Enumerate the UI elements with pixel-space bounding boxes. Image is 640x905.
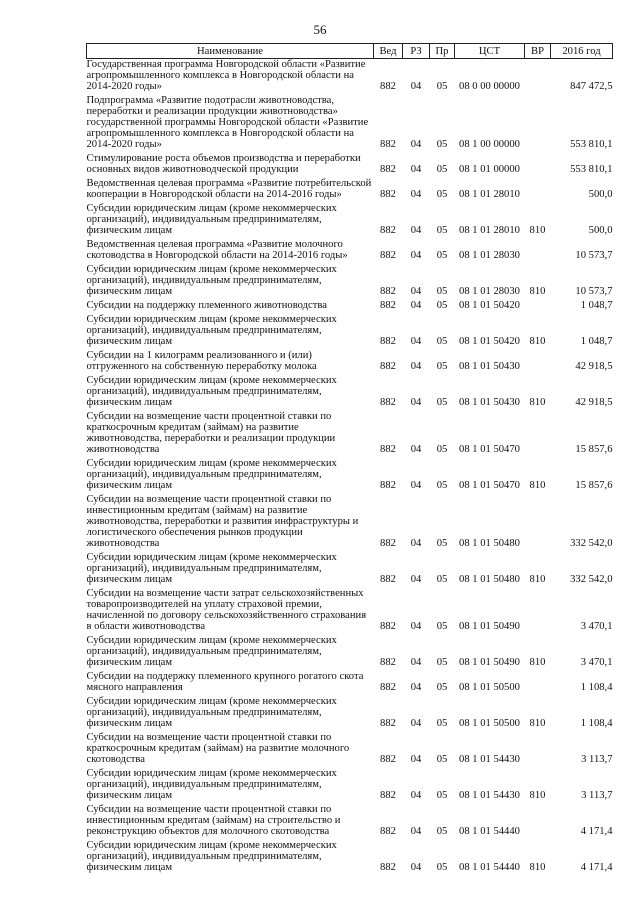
table-header [87,44,613,59]
cell-pr: 05 [436,189,448,200]
cell-vr [525,671,551,696]
cell-ved: 882 [380,164,396,175]
cell-pr: 05 [436,718,448,729]
cell-rz: 04 [410,300,422,311]
cell-ved: 882 [380,621,396,632]
table-row [87,494,613,552]
cell-vr [525,300,551,314]
cell-rz: 04 [410,574,422,585]
cell-vr [525,494,551,552]
cell-vr [525,178,551,203]
cell-vr [525,804,551,840]
cell-rz: 04 [410,81,422,92]
cell-ved: 882 [380,361,396,372]
cell-vr: 810 [529,657,546,668]
cell-vr: 810 [529,225,546,236]
cell-sum: 1 108,4 [580,682,613,693]
cell-rz: 04 [410,444,422,455]
table-row [87,59,613,96]
cell-sum: 500,0 [588,225,613,236]
cell-ved: 882 [380,862,396,873]
cell-sum: 15 857,6 [575,444,613,455]
table-row [87,153,613,178]
cell-rz: 04 [410,189,422,200]
cell-vr [525,153,551,178]
cell-vr: 810 [529,718,546,729]
table-row [87,458,613,494]
cell-sum: 10 573,7 [575,250,613,261]
table-row [87,375,613,411]
cell-ved: 882 [380,754,396,765]
cell-vr: 810 [529,480,546,491]
cell-pr: 05 [436,250,448,261]
cell-name: Субсидии на 1 килограмм реализованного и (или) отгруженного на собственную переработку молока [86,350,317,372]
cell-rz: 04 [410,139,422,150]
header-year: 2016 год [551,44,613,59]
cell-pr: 05 [436,397,448,408]
cell-cst: 08 1 01 50490 [459,621,520,632]
table-row [87,552,613,588]
cell-name: Субсидии на возмещение части затрат сельскохозяйственных товаропроизводителей на уплату страховой премии, начисленной по договору сельскохозяйственного страхования в области животноводства [86,588,367,632]
cell-ved: 882 [380,286,396,297]
table-row [87,732,613,768]
cell-rz: 04 [410,225,422,236]
table-row [87,411,613,458]
cell-cst: 08 1 01 50470 [459,444,520,455]
cell-ved: 882 [380,538,396,549]
cell-sum: 332 542,0 [570,538,613,549]
cell-sum: 500,0 [588,189,613,200]
table-row [87,314,613,350]
cell-cst: 08 1 01 28030 [459,250,520,261]
cell-sum: 4 171,4 [580,826,613,837]
cell-cst: 08 1 01 50420 [459,300,520,311]
cell-vr [525,732,551,768]
cell-cst: 08 1 01 54430 [459,790,520,801]
cell-rz: 04 [410,754,422,765]
cell-ved: 882 [380,444,396,455]
table-row [87,768,613,804]
cell-name: Подпрограмма «Развитие подотрасли животноводства, переработки и реализации продукции животноводства» государственной программы Новгородской области «Развитие агропромышленного комплекса в Новгородской области на 2014-2020 годы» [86,95,369,150]
cell-vr [525,588,551,635]
cell-sum: 1 048,7 [580,336,613,347]
cell-pr: 05 [436,657,448,668]
cell-name: Субсидии на поддержку племенного животноводства [86,300,327,311]
cell-vr [525,239,551,264]
cell-cst: 08 1 00 00000 [459,139,520,150]
cell-vr: 810 [529,336,546,347]
table-body [87,59,613,877]
cell-pr: 05 [436,862,448,873]
cell-ved: 882 [380,682,396,693]
cell-pr: 05 [436,164,448,175]
cell-name: Государственная программа Новгородской области «Развитие агропромышленного комплекса в Новгородской области на 2014-2020 годы» [86,59,366,92]
cell-pr: 05 [436,361,448,372]
cell-pr: 05 [436,574,448,585]
cell-cst: 08 1 01 50480 [459,574,520,585]
table-row [87,840,613,876]
cell-vr [525,95,551,153]
table-row [87,588,613,635]
cell-sum: 3 113,7 [581,790,613,801]
cell-ved: 882 [380,790,396,801]
table-row [87,804,613,840]
cell-name: Ведомственная целевая программа «Развитие молочного скотоводства в Новгородской области на 2014-2016 годы» [86,239,348,261]
cell-name: Субсидии на возмещение части процентной ставки по инвестиционным кредитам (займам) на развитие животноводства, переработки и развития инфраструктуры и логистического обеспечения рынков продукции животноводства [86,494,359,549]
cell-sum: 553 810,1 [570,139,613,150]
table-row [87,671,613,696]
cell-pr: 05 [436,682,448,693]
cell-rz: 04 [410,164,422,175]
cell-pr: 05 [436,225,448,236]
table-row [87,203,613,239]
cell-name: Субсидии юридическим лицам (кроме некоммерческих организаций), индивидуальным предпринимателям, физическим лицам [86,458,337,491]
cell-rz: 04 [410,862,422,873]
cell-vr [525,350,551,375]
cell-name: Субсидии на возмещение части процентной ставки по инвестиционным кредитам (займам) на строительство и реконструкцию объектов для молочного скотоводства [86,804,341,837]
header-vr: ВР [525,44,551,59]
cell-rz: 04 [410,397,422,408]
cell-pr: 05 [436,81,448,92]
page-number: 56 [313,22,327,37]
cell-rz: 04 [410,336,422,347]
header-cst: ЦСТ [455,44,525,59]
cell-ved: 882 [380,397,396,408]
cell-cst: 08 1 01 50500 [459,682,520,693]
cell-ved: 882 [380,657,396,668]
cell-sum: 847 472,5 [570,81,613,92]
cell-ved: 882 [380,139,396,150]
header-ved: Вед [374,44,403,59]
cell-rz: 04 [410,538,422,549]
cell-sum: 4 171,4 [580,862,613,873]
cell-sum: 1 108,4 [580,718,613,729]
table-row [87,264,613,300]
cell-sum: 1 048,7 [580,300,613,311]
cell-sum: 332 542,0 [570,574,613,585]
cell-cst: 08 1 01 50500 [459,718,520,729]
cell-rz: 04 [410,657,422,668]
cell-sum: 553 810,1 [570,164,613,175]
cell-pr: 05 [436,621,448,632]
cell-pr: 05 [436,444,448,455]
cell-pr: 05 [436,286,448,297]
cell-name: Субсидии юридическим лицам (кроме некоммерческих организаций), индивидуальным предпринимателям, физическим лицам [86,264,337,297]
cell-rz: 04 [410,718,422,729]
cell-ved: 882 [380,336,396,347]
cell-pr: 05 [436,790,448,801]
cell-cst: 08 1 01 28010 [459,189,520,200]
cell-rz: 04 [410,361,422,372]
cell-name: Субсидии юридическим лицам (кроме некоммерческих организаций), индивидуальным предпринимателям, физическим лицам [86,375,337,408]
cell-name: Субсидии юридическим лицам (кроме некоммерческих организаций), индивидуальным предпринимателям, физическим лицам [86,635,337,668]
cell-name: Субсидии юридическим лицам (кроме некоммерческих организаций), индивидуальным предпринимателям, физическим лицам [86,203,337,236]
cell-vr: 810 [529,286,546,297]
cell-sum: 3 470,1 [580,621,613,632]
cell-cst: 08 1 01 28030 [459,286,520,297]
cell-ved: 882 [380,574,396,585]
cell-cst: 08 1 01 54430 [459,754,520,765]
cell-pr: 05 [436,538,448,549]
cell-cst: 08 1 01 50430 [459,397,520,408]
header-pr: Пр [430,44,455,59]
cell-vr: 810 [529,397,546,408]
cell-name: Субсидии юридическим лицам (кроме некоммерческих организаций), индивидуальным предпринимателям, физическим лицам [86,840,337,873]
cell-name: Субсидии на возмещение части процентной ставки по краткосрочным кредитам (займам) на развитие животноводства, переработки и реализации продукции животноводства [86,411,336,455]
cell-cst: 08 1 01 50470 [459,480,520,491]
cell-ved: 882 [380,189,396,200]
cell-sum: 3 470,1 [580,657,613,668]
cell-rz: 04 [410,826,422,837]
cell-cst: 08 0 00 00000 [459,81,520,92]
cell-cst: 08 1 01 54440 [459,826,520,837]
cell-vr: 810 [529,574,546,585]
cell-name: Субсидии юридическим лицам (кроме некоммерческих организаций), индивидуальным предпринимателям, физическим лицам [86,552,337,585]
cell-pr: 05 [436,336,448,347]
header-rz: РЗ [403,44,430,59]
cell-vr: 810 [529,862,546,873]
cell-ved: 882 [380,826,396,837]
cell-ved: 882 [380,480,396,491]
cell-rz: 04 [410,286,422,297]
cell-sum: 10 573,7 [575,286,613,297]
cell-vr: 810 [529,790,546,801]
cell-pr: 05 [436,300,448,311]
cell-pr: 05 [436,480,448,491]
cell-name: Стимулирование роста объемов производства и переработки основных видов животноводческой продукции [86,153,361,175]
cell-cst: 08 1 01 50420 [459,336,520,347]
cell-pr: 05 [436,139,448,150]
cell-ved: 882 [380,81,396,92]
cell-ved: 882 [380,300,396,311]
header-name: Наименование [87,44,374,59]
cell-pr: 05 [436,826,448,837]
table-row [87,300,613,314]
cell-ved: 882 [380,718,396,729]
cell-vr [525,59,551,96]
table-row [87,696,613,732]
cell-cst: 08 1 01 28010 [459,225,520,236]
cell-sum: 42 918,5 [575,397,613,408]
cell-sum: 3 113,7 [581,754,613,765]
cell-name: Субсидии на возмещение части процентной ставки по краткосрочным кредитам (займам) на развитие молочного скотоводства [86,732,350,765]
cell-ved: 882 [380,225,396,236]
cell-name: Субсидии юридическим лицам (кроме некоммерческих организаций), индивидуальным предпринимателям, физическим лицам [86,314,337,347]
cell-name: Ведомственная целевая программа «Развитие потребительской кооперации в Новгородской области на 2014-2016 годы» [86,178,372,200]
cell-name: Субсидии на поддержку племенного крупного рогатого скота мясного направления [86,671,364,693]
cell-rz: 04 [410,682,422,693]
cell-rz: 04 [410,621,422,632]
cell-rz: 04 [410,790,422,801]
table-row [87,350,613,375]
cell-rz: 04 [410,250,422,261]
cell-sum: 42 918,5 [575,361,613,372]
cell-pr: 05 [436,754,448,765]
cell-vr [525,411,551,458]
cell-name: Субсидии юридическим лицам (кроме некоммерческих организаций), индивидуальным предпринимателям, физическим лицам [86,696,337,729]
table-row [87,95,613,153]
budget-table [86,43,613,876]
table-row [87,239,613,264]
table-row [87,178,613,203]
cell-cst: 08 1 01 50490 [459,657,520,668]
cell-cst: 08 1 01 50480 [459,538,520,549]
cell-ved: 882 [380,250,396,261]
table-row [87,635,613,671]
cell-name: Субсидии юридическим лицам (кроме некоммерческих организаций), индивидуальным предпринимателям, физическим лицам [86,768,337,801]
cell-cst: 08 1 01 50430 [459,361,520,372]
cell-sum: 15 857,6 [575,480,613,491]
cell-cst: 08 1 01 00000 [459,164,520,175]
cell-rz: 04 [410,480,422,491]
cell-cst: 08 1 01 54440 [459,862,520,873]
